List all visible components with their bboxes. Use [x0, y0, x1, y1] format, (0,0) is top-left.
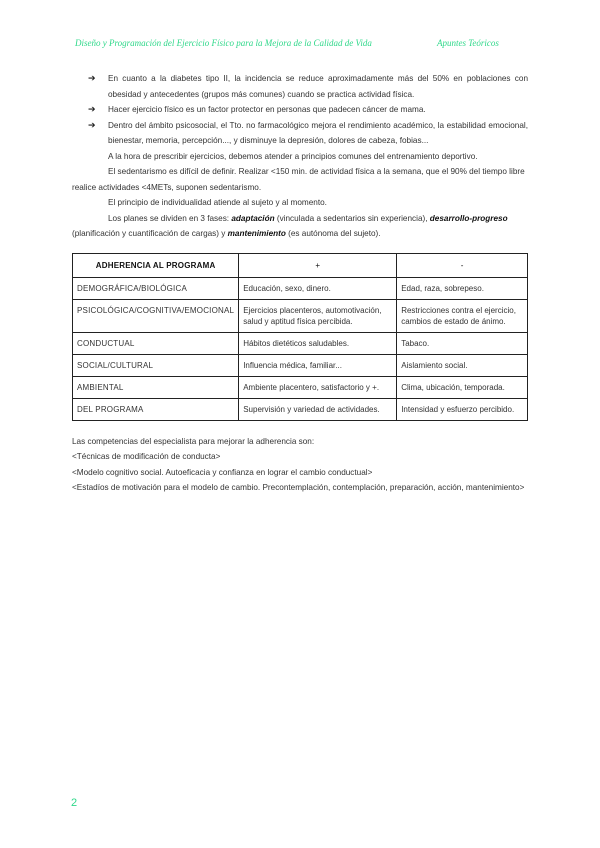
- adherence-table: [72, 253, 528, 421]
- table-cell: Restricciones contra el ejercicio, cambios de estado de ánimo.: [397, 299, 528, 332]
- phase-progress: desarrollo-progreso: [429, 213, 508, 223]
- table-row: [73, 332, 528, 354]
- table-row: [73, 376, 528, 398]
- table-row: [73, 277, 528, 299]
- table-cell: Intensidad y esfuerzo percibido.: [397, 398, 528, 420]
- phase-text: Los planes se dividen en 3 fases:: [108, 213, 232, 223]
- competencies-intro: Las competencias del especialista para mejorar la adherencia son:: [72, 436, 315, 446]
- table-header-cell: -: [397, 253, 528, 277]
- table-cell: Ambiente placentero, satisfactorio y +.: [239, 376, 397, 398]
- table-cell: Clima, ubicación, temporada.: [397, 376, 528, 398]
- competencies-section: [72, 434, 528, 496]
- bullet-item: [72, 71, 528, 102]
- document-title: Diseño y Programación del Ejercicio Físico para la Mejora de la Calidad de Vida: [75, 38, 372, 48]
- bullet-item: [72, 118, 528, 149]
- table-cell: Educación, sexo, dinero.: [239, 277, 397, 299]
- bullet-text: Hacer ejercicio físico es un factor protector en personas que padecen cáncer de mama.: [108, 105, 426, 114]
- table-cell: Tabaco.: [397, 332, 528, 354]
- table-cell: Hábitos dietéticos saludables.: [239, 332, 397, 354]
- page-content: [72, 71, 528, 496]
- table-header-row: [73, 253, 528, 277]
- phase-text: (es autónoma del sujeto).: [285, 229, 381, 238]
- table-cell: DEMOGRÁFICA/BIOLÓGICA: [73, 277, 239, 299]
- paragraph: El sedentarismo es difícil de definir. Realizar <150 min. de actividad física a la semana, que el 90% del tiempo libre realice actividades <4METs, suponen sedentarismo.: [72, 167, 525, 192]
- phase-text: (vinculada a sedentarios sin experiencia),: [274, 213, 430, 223]
- table-cell: DEL PROGRAMA: [73, 398, 239, 420]
- page-number: 2: [71, 797, 78, 809]
- bullet-text: En cuanto a la diabetes tipo II, la incidencia se reduce aproximadamente más del 50% en poblaciones con obesidad y antecedentes (grupos más comunes) cuando se practica actividad física.: [108, 74, 528, 99]
- table-cell: SOCIAL/CULTURAL: [73, 354, 239, 376]
- table-cell: CONDUCTUAL: [73, 332, 239, 354]
- table-row: [73, 398, 528, 420]
- table-cell: Ejercicios placenteros, automotivación, salud y aptitud física percibida.: [239, 299, 397, 332]
- bullet-text: Dentro del ámbito psicosocial, el Tto. no farmacológico mejora el rendimiento académico, la estabilidad emocional, bienestar, memoria, percepción..., y disminuye la depresión, dolores de cabeza, fobias...: [108, 120, 528, 145]
- arrow-right-icon: ➔: [88, 73, 96, 83]
- bullet-item: [72, 102, 528, 118]
- arrow-right-icon: ➔: [88, 119, 96, 130]
- table-cell: Influencia médica, familiar...: [239, 354, 397, 376]
- table-header-cell: +: [239, 253, 397, 277]
- phase-maintenance: mantenimiento: [227, 229, 286, 238]
- table-row: [73, 299, 528, 332]
- arrow-right-icon: ➔: [88, 104, 96, 114]
- phase-text: (planificación y cuantificación de cargas) y: [72, 229, 228, 238]
- paragraph-phases: [72, 211, 528, 242]
- paragraph: El principio de individualidad atiende al sujeto y al momento.: [108, 198, 327, 207]
- competency-item: <Estadíos de motivación para el modelo de cambio. Precontemplación, contemplación, preparación, acción, mantenimiento>: [72, 483, 525, 492]
- table-row: [73, 354, 528, 376]
- table-cell: Aislamiento social.: [397, 354, 528, 376]
- paragraph: A la hora de prescribir ejercicios, debemos atender a principios comunes del entrenamiento deportivo.: [108, 151, 478, 161]
- table-cell: PSICOLÓGICA/COGNITIVA/EMOCIONAL: [73, 299, 239, 332]
- page-header: [75, 38, 540, 52]
- phase-adaptation: adaptación: [231, 213, 275, 223]
- table-cell: Supervisión y variedad de actividades.: [239, 398, 397, 420]
- table-cell: AMBIENTAL: [73, 376, 239, 398]
- competency-item: <Modelo cognitivo social. Autoeficacia y confianza en lograr el cambio conductual>: [72, 467, 373, 477]
- table-header-cell: ADHERENCIA AL PROGRAMA: [73, 253, 239, 277]
- table-cell: Edad, raza, sobrepeso.: [397, 277, 528, 299]
- competency-item: <Técnicas de modificación de conducta>: [72, 452, 221, 461]
- section-title: Apuntes Teóricos: [437, 38, 499, 48]
